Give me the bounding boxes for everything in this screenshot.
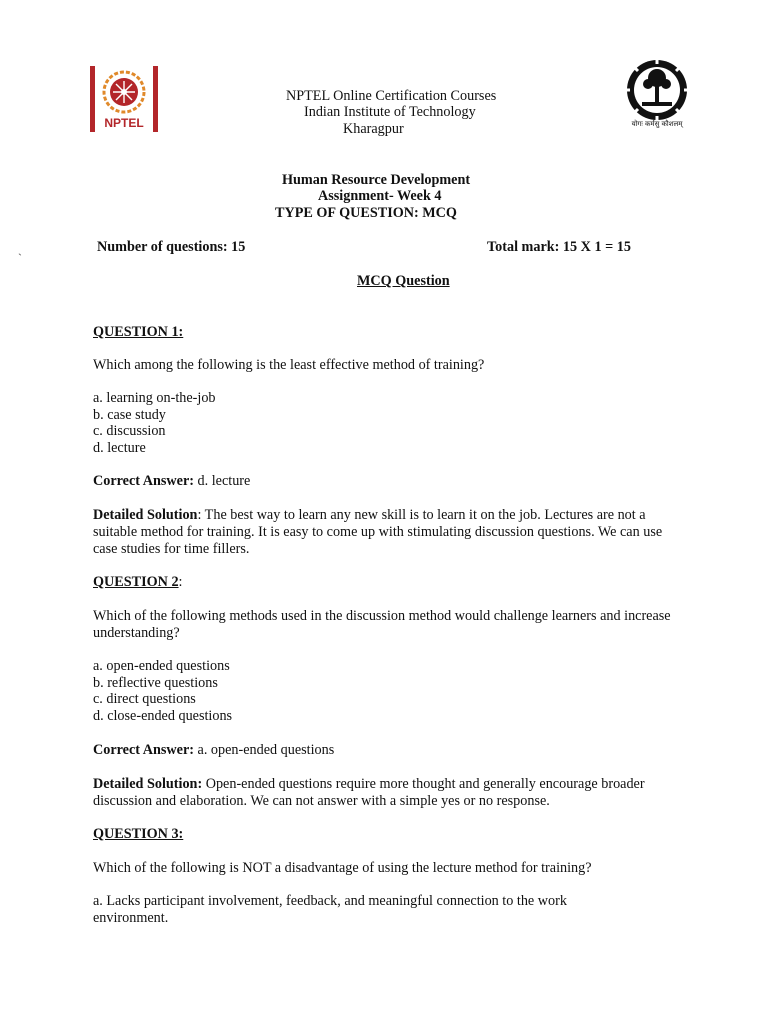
question-2-solution (93, 776, 673, 810)
question-2-option-b: b. reflective questions (93, 675, 218, 691)
question-1-option-d: d. lecture (93, 440, 146, 456)
assignment-title: Assignment- Week 4 (318, 188, 442, 204)
number-of-questions-value: : 15 (222, 239, 246, 255)
correct-answer-value: a. open-ended questions (193, 742, 335, 758)
org-line-3: Kharagpur (343, 121, 404, 137)
question-2-answer (93, 742, 683, 759)
question-3-option-a: a. Lacks participant involvement, feedback, and meaningful connection to the work environment. (93, 893, 567, 926)
question-1-heading: QUESTION 1: (93, 324, 184, 340)
question-1-answer (93, 473, 683, 490)
stray-mark: ` (18, 251, 22, 265)
total-mark: Total mark: 15 X 1 = 15 (487, 239, 631, 255)
number-of-questions-label: Number of questions (97, 239, 223, 255)
detailed-solution-label: Detailed Solution: (93, 776, 203, 792)
question-3-text: Which of the following is NOT a disadvantage of using the lecture method for training? (93, 860, 592, 876)
org-line-2: Indian Institute of Technology (304, 104, 476, 120)
detailed-solution-text: Open-ended questions require more thought and generally encourage broader discussion and elaboration. We can not answer with a simple yes or no response. (93, 776, 645, 809)
course-title: Human Resource Development (282, 172, 471, 188)
correct-answer-label: Correct Answer: (93, 473, 194, 489)
iit-kharagpur-logo (624, 58, 690, 132)
nptel-logo-text: NPTEL (104, 116, 144, 130)
question-2-text: Which of the following methods used in the discussion method would challenge learners and increase understanding? (93, 608, 671, 641)
question-2-option-c: c. direct questions (93, 691, 196, 707)
detailed-solution-label: Detailed Solution (93, 507, 198, 523)
number-of-questions (97, 239, 245, 256)
org-line-1: NPTEL Online Certification Courses (286, 88, 497, 104)
question-3-heading: QUESTION 3: (93, 826, 184, 842)
question-2-option-d: d. close-ended questions (93, 708, 233, 724)
question-type: TYPE OF QUESTION: MCQ (275, 205, 457, 221)
question-1-option-a: a. learning on-the-job (93, 390, 216, 406)
question-2-option-a: a. open-ended questions (93, 658, 230, 674)
question-2-heading-text: QUESTION 2 (93, 574, 179, 590)
question-1-option-c: c. discussion (93, 423, 166, 439)
correct-answer-label: Correct Answer: (93, 742, 194, 758)
question-1-text: Which among the following is the least effective method of training? (93, 357, 485, 373)
question-1-option-b: b. case study (93, 407, 166, 423)
nptel-logo (90, 66, 158, 132)
question-2-heading-suffix: : (178, 574, 183, 590)
question-2-heading (93, 574, 183, 591)
question-1-solution (93, 507, 683, 558)
correct-answer-value: d. lecture (193, 473, 251, 489)
detailed-solution-text: : The best way to learn any new skill is to learn it on the job. Lectures are not a suitable method for training. It is easy to come up with stimulating discussion questions. We can use case studies for time fillers. (93, 507, 663, 557)
iit-logo-motto: योगः कर्मसु कौशलम् (631, 120, 683, 128)
section-title: MCQ Question (357, 273, 450, 289)
